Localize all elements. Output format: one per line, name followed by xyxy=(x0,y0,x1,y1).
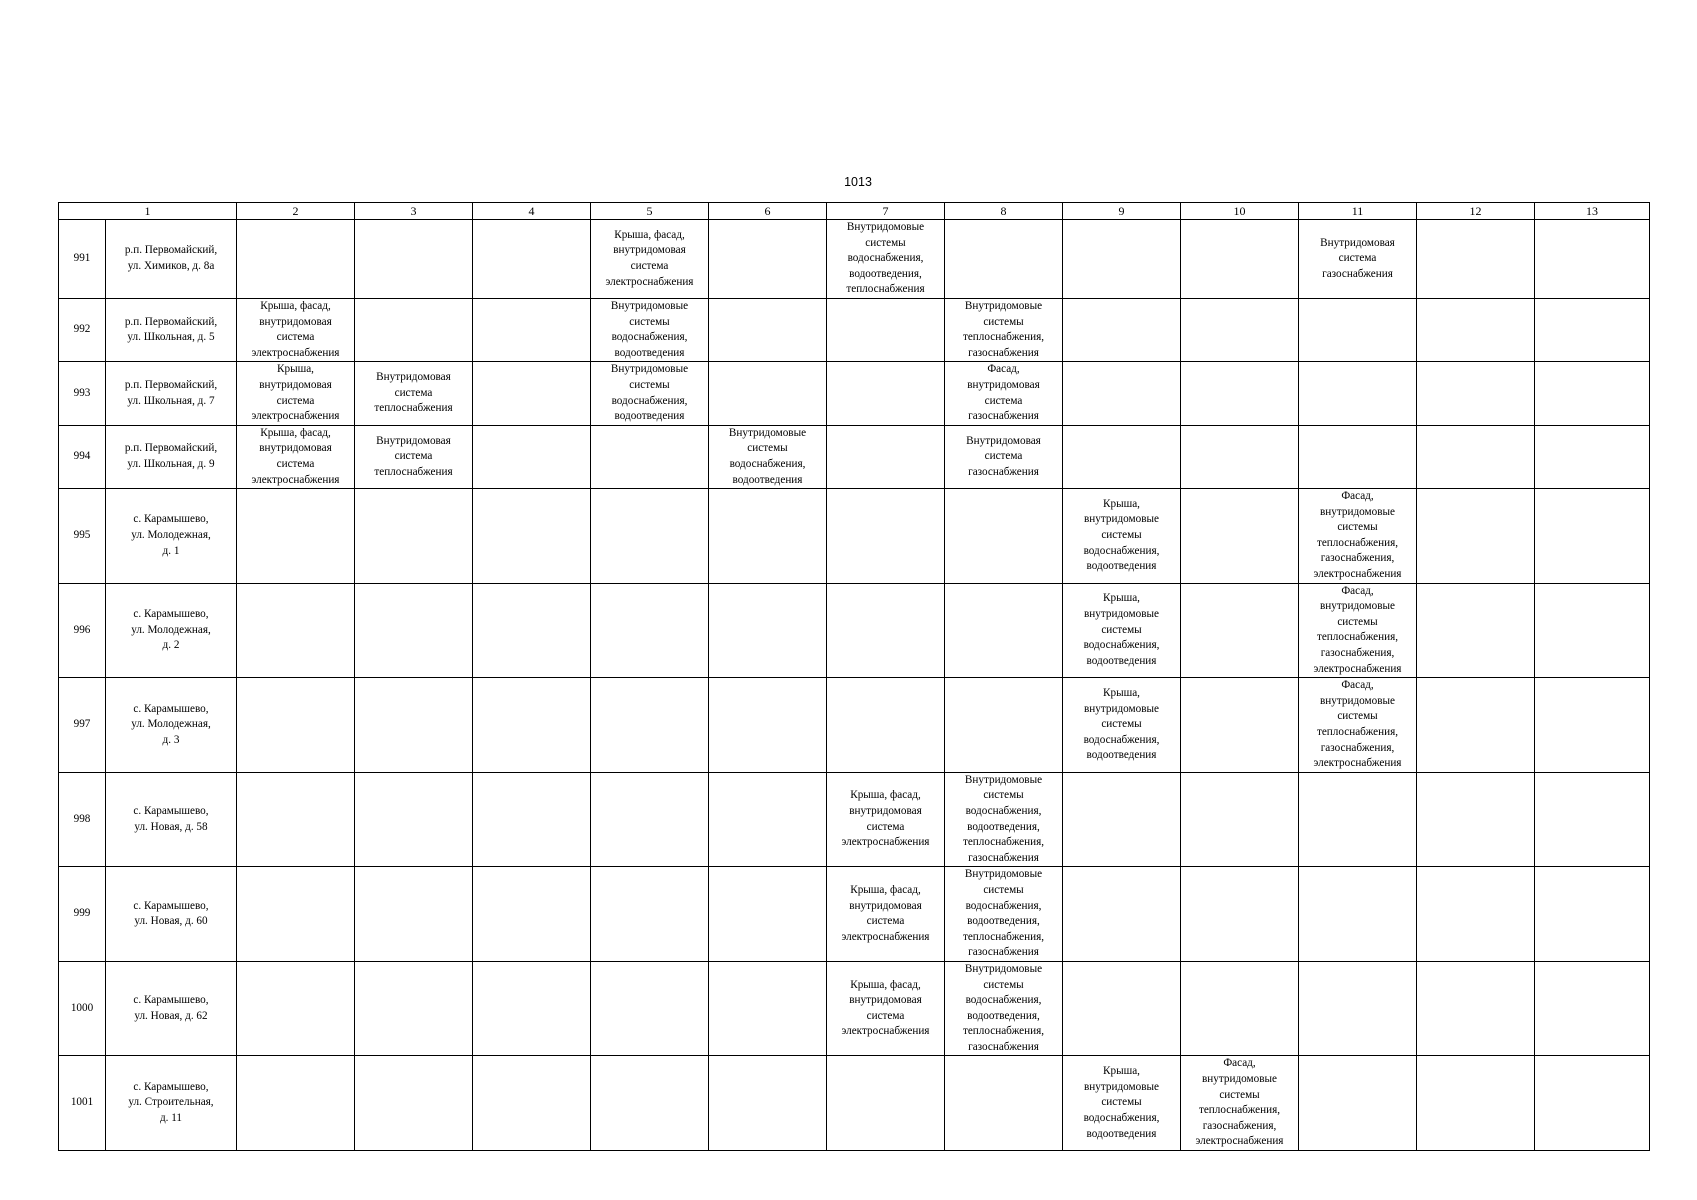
work-cell-col-6 xyxy=(709,298,827,361)
work-cell-col-5 xyxy=(591,867,709,962)
work-cell-col-7 xyxy=(827,961,945,1056)
work-cell-col-8 xyxy=(945,583,1063,678)
work-cell-col-8 xyxy=(945,1056,1063,1151)
work-cell-col-12 xyxy=(1417,867,1535,962)
table-row xyxy=(59,867,1650,962)
column-header: 7 xyxy=(827,203,945,220)
work-text: Крыша, внутридомовые системы водоснабжения, водоотведения xyxy=(1083,1065,1160,1140)
address-cell xyxy=(106,1056,237,1151)
work-cell-col-4 xyxy=(473,1056,591,1151)
work-cell-col-9 xyxy=(1063,298,1181,361)
work-cell-col-12 xyxy=(1417,583,1535,678)
work-text: Крыша, фасад, внутридомовая система электроснабжения xyxy=(251,299,340,359)
work-cell-col-3 xyxy=(355,1056,473,1151)
work-cell-col-12 xyxy=(1417,678,1535,773)
work-cell-col-6 xyxy=(709,772,827,867)
address-text: с. Карамышево, ул. Новая, д. 62 xyxy=(133,994,209,1022)
work-text: Фасад, внутридомовые системы теплоснабжения, газоснабжения, электроснабжения xyxy=(1313,490,1402,581)
work-cell-col-10 xyxy=(1181,583,1299,678)
work-cell-col-2 xyxy=(237,678,355,773)
work-cell-col-10 xyxy=(1181,1056,1299,1151)
work-text: Крыша, внутридомовые системы водоснабжения, водоотведения xyxy=(1083,592,1160,667)
row-number-cell xyxy=(59,867,106,962)
column-header: 12 xyxy=(1417,203,1535,220)
row-number-cell xyxy=(59,298,106,361)
work-cell-col-6 xyxy=(709,362,827,425)
column-header: 8 xyxy=(945,203,1063,220)
work-cell-col-9 xyxy=(1063,1056,1181,1151)
work-text: Внутридомовая система теплоснабжения xyxy=(374,434,453,478)
address-text: р.п. Первомайский, ул. Школьная, д. 7 xyxy=(124,378,218,407)
work-cell-col-11 xyxy=(1299,362,1417,425)
work-cell-col-7 xyxy=(827,772,945,867)
work-cell-col-8 xyxy=(945,298,1063,361)
work-cell-col-2 xyxy=(237,583,355,678)
work-cell-col-10 xyxy=(1181,489,1299,584)
work-cell-col-4 xyxy=(473,220,591,299)
work-cell-col-4 xyxy=(473,298,591,361)
work-cell-col-5 xyxy=(591,583,709,678)
work-cell-col-11 xyxy=(1299,298,1417,361)
row-number: 1001 xyxy=(70,1096,94,1109)
work-text: Крыша, фасад, внутридомовая система электроснабжения xyxy=(841,978,930,1038)
address-cell xyxy=(106,867,237,962)
work-cell-col-11 xyxy=(1299,489,1417,584)
row-number: 999 xyxy=(73,907,91,920)
table-row xyxy=(59,362,1650,425)
work-cell-col-11 xyxy=(1299,220,1417,299)
column-header: 13 xyxy=(1535,203,1650,220)
row-number-cell xyxy=(59,583,106,678)
table-row xyxy=(59,678,1650,773)
work-cell-col-3 xyxy=(355,961,473,1056)
work-cell-col-4 xyxy=(473,362,591,425)
work-cell-col-7 xyxy=(827,489,945,584)
table-row xyxy=(59,961,1650,1056)
work-cell-col-5 xyxy=(591,678,709,773)
work-cell-col-9 xyxy=(1063,220,1181,299)
row-number-cell xyxy=(59,1056,106,1151)
work-cell-col-2 xyxy=(237,298,355,361)
work-cell-col-11 xyxy=(1299,583,1417,678)
work-cell-col-8 xyxy=(945,489,1063,584)
work-cell-col-13 xyxy=(1535,1056,1650,1151)
table-row xyxy=(59,1056,1650,1151)
work-cell-col-7 xyxy=(827,220,945,299)
work-cell-col-12 xyxy=(1417,489,1535,584)
column-header: 6 xyxy=(709,203,827,220)
work-cell-col-4 xyxy=(473,961,591,1056)
column-header: 11 xyxy=(1299,203,1417,220)
work-cell-col-4 xyxy=(473,678,591,773)
work-text: Внутридомовая система газоснабжения xyxy=(966,434,1041,478)
work-cell-col-11 xyxy=(1299,961,1417,1056)
work-cell-col-5 xyxy=(591,298,709,361)
work-cell-col-4 xyxy=(473,772,591,867)
row-number-cell xyxy=(59,772,106,867)
work-cell-col-9 xyxy=(1063,961,1181,1056)
address-cell xyxy=(106,489,237,584)
work-text: Крыша, фасад, внутридомовая система электроснабжения xyxy=(841,789,930,849)
work-cell-col-13 xyxy=(1535,772,1650,867)
work-cell-col-13 xyxy=(1535,298,1650,361)
table-row xyxy=(59,772,1650,867)
table-row xyxy=(59,425,1650,488)
work-cell-col-13 xyxy=(1535,220,1650,299)
work-cell-col-4 xyxy=(473,489,591,584)
work-cell-col-10 xyxy=(1181,961,1299,1056)
work-text: Фасад, внутридомовые системы теплоснабжения, газоснабжения, электроснабжения xyxy=(1313,584,1402,675)
work-cell-col-9 xyxy=(1063,772,1181,867)
work-text: Внутридомовые системы водоснабжения, водоотведения, теплоснабжения, газоснабжения xyxy=(962,868,1045,959)
address-cell xyxy=(106,298,237,361)
work-cell-col-7 xyxy=(827,425,945,488)
work-cell-col-5 xyxy=(591,220,709,299)
work-text: Крыша, фасад, внутридомовая система электроснабжения xyxy=(251,426,340,486)
work-text: Фасад, внутридомовые системы теплоснабжения, газоснабжения, электроснабжения xyxy=(1195,1057,1284,1148)
address-cell xyxy=(106,425,237,488)
work-cell-col-13 xyxy=(1535,583,1650,678)
work-cell-col-8 xyxy=(945,425,1063,488)
row-number-cell xyxy=(59,961,106,1056)
work-cell-col-2 xyxy=(237,425,355,488)
address-text: с. Карамышево, ул. Строительная, д. 11 xyxy=(128,1080,214,1125)
address-text: с. Карамышево, ул. Новая, д. 60 xyxy=(133,899,209,928)
work-cell-col-9 xyxy=(1063,867,1181,962)
work-cell-col-4 xyxy=(473,583,591,678)
table-row xyxy=(59,298,1650,361)
column-header: 3 xyxy=(355,203,473,220)
work-cell-col-11 xyxy=(1299,425,1417,488)
row-number-cell xyxy=(59,489,106,584)
work-cell-col-3 xyxy=(355,867,473,962)
work-cell-col-8 xyxy=(945,678,1063,773)
work-cell-col-5 xyxy=(591,425,709,488)
work-cell-col-13 xyxy=(1535,489,1650,584)
work-cell-col-9 xyxy=(1063,583,1181,678)
work-cell-col-13 xyxy=(1535,362,1650,425)
work-cell-col-3 xyxy=(355,362,473,425)
work-cell-col-7 xyxy=(827,583,945,678)
work-text: Внутридомовые системы водоснабжения, водоотведения xyxy=(610,363,689,423)
page-number: 1013 xyxy=(844,175,872,189)
work-cell-col-2 xyxy=(237,961,355,1056)
table-row xyxy=(59,220,1650,299)
work-cell-col-4 xyxy=(473,867,591,962)
work-cell-col-6 xyxy=(709,867,827,962)
work-text: Внутридомовые системы теплоснабжения, газоснабжения xyxy=(962,299,1045,359)
address-text: р.п. Первомайский, ул. Химиков, д. 8а xyxy=(124,244,218,272)
work-cell-col-10 xyxy=(1181,772,1299,867)
work-cell-col-6 xyxy=(709,678,827,773)
row-number: 993 xyxy=(73,386,91,399)
work-text: Внутридомовые системы водоснабжения, водоотведения xyxy=(728,426,807,486)
row-number-cell xyxy=(59,425,106,488)
row-number: 998 xyxy=(73,812,91,825)
work-cell-col-10 xyxy=(1181,298,1299,361)
work-cell-col-9 xyxy=(1063,678,1181,773)
row-number-cell xyxy=(59,678,106,773)
column-header: 5 xyxy=(591,203,709,220)
row-number: 995 xyxy=(73,529,91,542)
repair-schedule-table xyxy=(58,202,1650,1151)
row-number: 997 xyxy=(73,718,91,731)
work-cell-col-4 xyxy=(473,425,591,488)
work-cell-col-3 xyxy=(355,678,473,773)
address-text: с. Карамышево, ул. Молодежная, д. 1 xyxy=(131,513,211,557)
table-header xyxy=(59,203,1650,220)
work-cell-col-10 xyxy=(1181,425,1299,488)
work-cell-col-10 xyxy=(1181,678,1299,773)
work-cell-col-2 xyxy=(237,1056,355,1151)
column-header: 9 xyxy=(1063,203,1181,220)
work-cell-col-6 xyxy=(709,1056,827,1151)
work-cell-col-8 xyxy=(945,961,1063,1056)
address-cell xyxy=(106,961,237,1056)
work-cell-col-6 xyxy=(709,489,827,584)
row-number: 994 xyxy=(73,450,91,463)
work-cell-col-12 xyxy=(1417,961,1535,1056)
work-cell-col-3 xyxy=(355,220,473,299)
work-cell-col-7 xyxy=(827,298,945,361)
work-cell-col-2 xyxy=(237,867,355,962)
work-text: Внутридомовые системы водоснабжения, водоотведения xyxy=(610,299,689,359)
work-cell-col-12 xyxy=(1417,425,1535,488)
work-cell-col-3 xyxy=(355,298,473,361)
address-cell xyxy=(106,678,237,773)
row-number-cell xyxy=(59,362,106,425)
work-cell-col-10 xyxy=(1181,867,1299,962)
work-cell-col-7 xyxy=(827,867,945,962)
row-number: 992 xyxy=(73,323,91,336)
work-cell-col-9 xyxy=(1063,489,1181,584)
work-cell-col-13 xyxy=(1535,961,1650,1056)
column-header: 10 xyxy=(1181,203,1299,220)
work-text: Внутридомовые системы водоснабжения, водоотведения, теплоснабжения xyxy=(846,221,925,296)
work-cell-col-8 xyxy=(945,772,1063,867)
work-cell-col-12 xyxy=(1417,362,1535,425)
work-cell-col-10 xyxy=(1181,362,1299,425)
work-cell-col-3 xyxy=(355,425,473,488)
column-header: 4 xyxy=(473,203,591,220)
work-cell-col-11 xyxy=(1299,772,1417,867)
column-header: 1 xyxy=(59,203,237,220)
work-cell-col-12 xyxy=(1417,298,1535,361)
work-cell-col-2 xyxy=(237,489,355,584)
work-cell-col-7 xyxy=(827,362,945,425)
row-number: 1000 xyxy=(70,1001,94,1014)
work-cell-col-5 xyxy=(591,489,709,584)
table-body xyxy=(59,220,1650,1151)
table-row xyxy=(59,583,1650,678)
address-cell xyxy=(106,583,237,678)
work-cell-col-3 xyxy=(355,489,473,584)
work-cell-col-11 xyxy=(1299,1056,1417,1151)
address-text: р.п. Первомайский, ул. Школьная, д. 5 xyxy=(124,315,218,344)
work-text: Внутридомовая система теплоснабжения xyxy=(374,371,453,415)
work-text: Крыша, внутридомовые системы водоснабжения, водоотведения xyxy=(1083,687,1160,762)
work-cell-col-12 xyxy=(1417,1056,1535,1151)
work-cell-col-12 xyxy=(1417,220,1535,299)
work-cell-col-9 xyxy=(1063,425,1181,488)
work-cell-col-7 xyxy=(827,678,945,773)
work-cell-col-12 xyxy=(1417,772,1535,867)
work-cell-col-6 xyxy=(709,961,827,1056)
address-cell xyxy=(106,362,237,425)
address-text: р.п. Первомайский, ул. Школьная, д. 9 xyxy=(124,442,218,470)
work-cell-col-8 xyxy=(945,220,1063,299)
work-cell-col-8 xyxy=(945,867,1063,962)
work-text: Крыша, внутридомовые системы водоснабжения, водоотведения xyxy=(1083,497,1160,573)
work-text: Фасад, внутридомовые системы теплоснабжения, газоснабжения, электроснабжения xyxy=(1313,679,1402,770)
work-text: Внутридомовая система газоснабжения xyxy=(1320,236,1395,280)
header-row xyxy=(59,203,1650,220)
work-cell-col-9 xyxy=(1063,362,1181,425)
work-cell-col-5 xyxy=(591,362,709,425)
address-text: с. Карамышево, ул. Новая, д. 58 xyxy=(133,804,209,833)
address-cell xyxy=(106,220,237,299)
work-cell-col-2 xyxy=(237,220,355,299)
work-cell-col-2 xyxy=(237,362,355,425)
work-cell-col-6 xyxy=(709,583,827,678)
work-cell-col-3 xyxy=(355,583,473,678)
work-cell-col-13 xyxy=(1535,678,1650,773)
row-number: 996 xyxy=(73,623,91,636)
work-text: Внутридомовые системы водоснабжения, водоотведения, теплоснабжения, газоснабжения xyxy=(962,773,1045,864)
address-text: с. Карамышево, ул. Молодежная, д. 3 xyxy=(131,702,211,746)
work-cell-col-5 xyxy=(591,1056,709,1151)
address-text: с. Карамышево, ул. Молодежная, д. 2 xyxy=(131,608,211,652)
work-cell-col-11 xyxy=(1299,678,1417,773)
work-cell-col-13 xyxy=(1535,867,1650,962)
work-text: Фасад, внутридомовая система газоснабжения xyxy=(967,363,1040,423)
work-cell-col-2 xyxy=(237,772,355,867)
address-cell xyxy=(106,772,237,867)
work-cell-col-10 xyxy=(1181,220,1299,299)
work-cell-col-6 xyxy=(709,425,827,488)
work-text: Крыша, внутридомовая система электроснабжения xyxy=(251,363,340,423)
work-cell-col-11 xyxy=(1299,867,1417,962)
row-number-cell xyxy=(59,220,106,299)
work-cell-col-8 xyxy=(945,362,1063,425)
work-text: Крыша, фасад, внутридомовая система электроснабжения xyxy=(841,883,930,943)
work-text: Внутридомовые системы водоснабжения, водоотведения, теплоснабжения, газоснабжения xyxy=(962,962,1045,1053)
work-cell-col-3 xyxy=(355,772,473,867)
work-cell-col-6 xyxy=(709,220,827,299)
work-cell-col-5 xyxy=(591,772,709,867)
table-row xyxy=(59,489,1650,584)
column-header: 2 xyxy=(237,203,355,220)
work-cell-col-7 xyxy=(827,1056,945,1151)
row-number: 991 xyxy=(73,252,91,265)
work-text: Крыша, фасад, внутридомовая система электроснабжения xyxy=(605,228,694,288)
work-cell-col-5 xyxy=(591,961,709,1056)
work-cell-col-13 xyxy=(1535,425,1650,488)
